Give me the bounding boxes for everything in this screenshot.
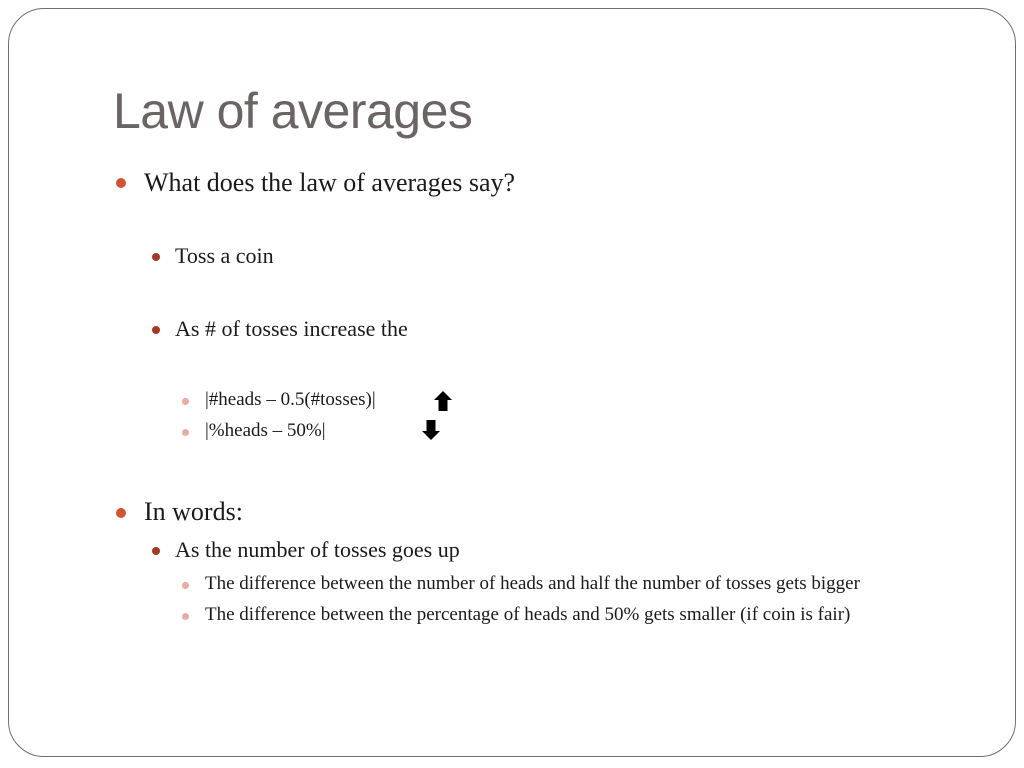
- arrow-down-icon: [421, 419, 441, 441]
- bullet-question: What does the law of averages say?: [144, 168, 516, 197]
- bullet-abs-percent: |%heads – 50%|: [205, 420, 326, 441]
- bullet-tosses-goes-up: As the number of tosses goes up: [175, 537, 460, 562]
- bullet-dot: [116, 508, 126, 518]
- bullet-diff-smaller: The difference between the percentage of heads and 50% gets smaller (if coin is fair): [205, 604, 851, 625]
- bullet-dot: [152, 253, 160, 261]
- bullet-dot: [116, 178, 126, 188]
- bullet-toss-coin: Toss a coin: [175, 243, 274, 268]
- bullet-in-words: In words:: [144, 497, 243, 526]
- arrow-up-icon: [433, 390, 453, 412]
- bullet-dot: [182, 613, 189, 620]
- bullet-dot: [182, 429, 189, 436]
- bullet-diff-bigger: The difference between the number of heads and half the number of tosses gets bigger: [205, 573, 860, 594]
- bullet-dot: [182, 398, 189, 405]
- bullet-abs-heads: |#heads – 0.5(#tosses)|: [205, 389, 376, 410]
- bullet-dot: [152, 326, 160, 334]
- bullet-dot: [152, 547, 160, 555]
- bullet-dot: [182, 582, 189, 589]
- slide-title: Law of averages: [113, 83, 473, 139]
- bullet-tosses-increase: As # of tosses increase the: [175, 316, 408, 341]
